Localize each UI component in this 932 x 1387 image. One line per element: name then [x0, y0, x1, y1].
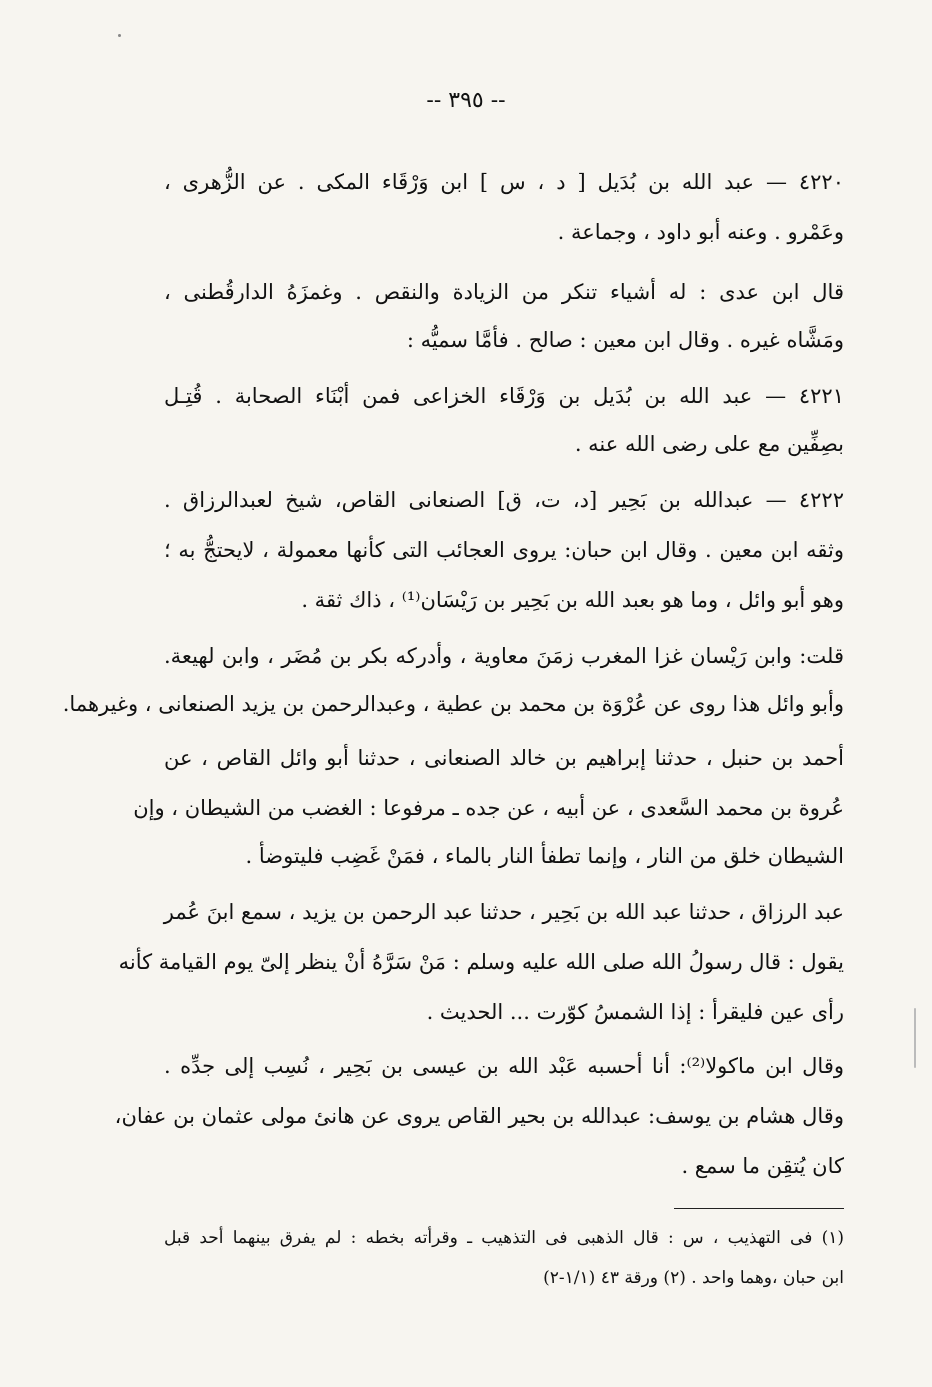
- paragraph-qultu-line-1: قلت: وابن رَيْسان غزا المغرب زمَنَ معاوية ، وأدركه بكر بن مُضَر ، وابن لهيعة.: [164, 644, 844, 668]
- footnote-line-2: ابن حبان ،وهما واحد . (٢) ورقة ٤٣ (١/١-٢): [543, 1268, 844, 1288]
- entry-4222-line-2: وثقه ابن معين . وقال ابن حبان: يروى العجائب التى كأنها معمولة ، لايحتجُّ به ؛: [164, 538, 844, 562]
- hadith-ahmad-line-2: عُروة بن محمد السَّعدى ، عن أبيه ، عن جده ـ مرفوعا : الغضب من الشيطان ، وإن: [133, 796, 844, 820]
- paper-crease-mark: [914, 1008, 916, 1068]
- paragraph-ibn-makula: وقال ابن ماكولا⁽²⁾: أنا أحسبه عَبْد الله بن عيسى بن بَحِير ، نُسِب إلى جدِّه .: [164, 1054, 844, 1078]
- paper-speck: [118, 34, 121, 37]
- entry-4221-line-1: ٤٢٢١ — عبد الله بن بُدَيل بن وَرْقَاء الخزاعى فمن أبْنَاء الصحابة . قُتِـل: [164, 384, 844, 408]
- hadith-abdulrazzaq-line-3: رأى عين فليقرأ : إذا الشمسُ كوّرت ... الحديث .: [426, 1000, 844, 1024]
- hadith-abdulrazzaq-line-2: يقول : قال رسولُ الله صلى الله عليه وسلم : مَنْ سَرَّهُ أنْ ينظر إلىّ يوم القيامة كأنه: [118, 950, 844, 974]
- hadith-ahmad-line-1: أحمد بن حنبل ، حدثنا إبراهيم بن خالد الصنعانى ، حدثنا أبو وائل القاص ، عن: [164, 746, 844, 770]
- paragraph-ibn-adi-line-1: قال ابن عدى : له أشياء تنكر من الزيادة والنقص . وغمزَهُ الدارقُطنى ،: [164, 280, 844, 304]
- paragraph-qultu-line-2: وأبو وائل هذا روى عن عُرْوَة بن محمد بن عطية ، وعبدالرحمن بن يزيد الصنعانى ، وغيرهما.: [62, 692, 844, 716]
- entry-4220-line-1: ٤٢٢٠ — عبد الله بن بُدَيل [ د ، س ] ابن وَرْقَاء المكى . عن الزُّهرى ،: [164, 170, 844, 194]
- page-number: -- ٣٩٥ --: [426, 88, 506, 113]
- entry-4222-line-3: وهو أبو وائل ، وما هو بعبد الله بن بَحِير بن رَيْسَان⁽¹⁾ ، ذاك ثقة .: [301, 588, 844, 612]
- paragraph-hisham-line-1: وقال هشام بن يوسف: عبدالله بن بحير القاص يروى عن هانئ مولى عثمان بن عفان،: [114, 1104, 844, 1128]
- entry-4221-line-2: بصِفِّين مع على رضى الله عنه .: [574, 432, 844, 456]
- hadith-ahmad-line-3: الشيطان خلق من النار ، وإنما تطفأ النار بالماء ، فمَنْ غَضِب فليتوضأ .: [245, 844, 844, 868]
- entry-4220-line-2: وعَمْرو . وعنه أبو داود ، وجماعة .: [557, 220, 844, 244]
- hadith-abdulrazzaq-line-1: عبد الرزاق ، حدثنا عبد الله بن بَحِير ، حدثنا عبد الرحمن بن يزيد ، سمع ابنَ عُمر: [163, 900, 844, 924]
- footnote-line-1: (١) فى التهذيب ، س : قال الذهبى فى التذهيب ـ وقرأته بخطه : لم يفرق بينهما أحد قبل: [164, 1228, 844, 1248]
- paragraph-hisham-line-2: كان يُتقِن ما سمع .: [681, 1154, 844, 1178]
- entry-4222-line-1: ٤٢٢٢ — عبدالله بن بَحِير [د، ت، ق] الصنعانى القاص، شيخ لعبدالرزاق .: [164, 488, 844, 512]
- footnote-separator: [674, 1208, 844, 1209]
- paragraph-ibn-adi-line-2: ومَشَّاه غيره . وقال ابن معين : صالح . فأمَّا سميُّه :: [406, 328, 844, 352]
